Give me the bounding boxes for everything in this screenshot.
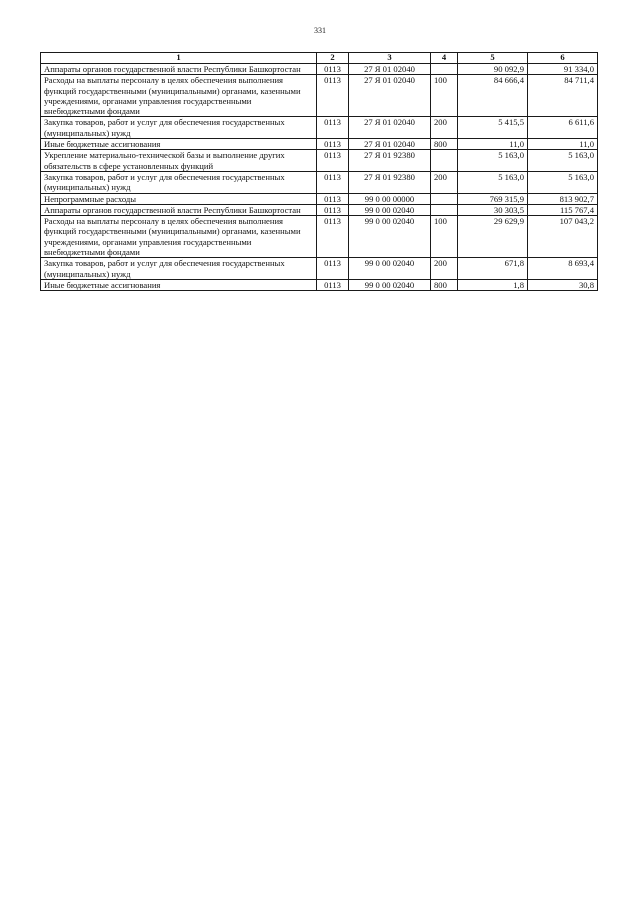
row-value-1-cell: 769 315,9 <box>458 193 528 204</box>
table-row <box>41 139 598 150</box>
row-value-1-cell: 1,8 <box>458 279 528 290</box>
column-header: 5 <box>458 53 528 64</box>
row-value-2-cell: 84 711,4 <box>528 75 598 117</box>
row-value-1-cell: 5 163,0 <box>458 171 528 193</box>
column-header: 1 <box>41 53 317 64</box>
row-value-1-cell: 11,0 <box>458 139 528 150</box>
row-code-cell: 27 Я 01 02040 <box>349 75 431 117</box>
row-type-cell <box>431 64 458 75</box>
row-value-1-cell: 29 629,9 <box>458 216 528 258</box>
row-type-cell: 200 <box>431 258 458 280</box>
row-name-cell: Укрепление материально-технической базы и выполнение других обязательств в сфере установленных функций <box>41 150 317 172</box>
table-row <box>41 150 598 172</box>
row-code-cell: 99 0 00 02040 <box>349 216 431 258</box>
row-value-2-cell: 11,0 <box>528 139 598 150</box>
column-header: 6 <box>528 53 598 64</box>
table-row <box>41 171 598 193</box>
row-value-2-cell: 6 611,6 <box>528 117 598 139</box>
row-code-cell: 27 Я 01 02040 <box>349 117 431 139</box>
row-name-cell: Расходы на выплаты персоналу в целях обеспечения выполнения функций государственными (муниципальными) органами, казенными учреждениями, органами управления государственными внебюджетными фондами <box>41 216 317 258</box>
row-name-cell: Закупка товаров, работ и услуг для обеспечения государственных (муниципальных) нужд <box>41 117 317 139</box>
row-section-cell: 0113 <box>317 171 349 193</box>
row-value-1-cell: 84 666,4 <box>458 75 528 117</box>
table-row <box>41 75 598 117</box>
row-value-1-cell: 5 415,5 <box>458 117 528 139</box>
row-name-cell: Непрограммные расходы <box>41 193 317 204</box>
row-type-cell: 800 <box>431 139 458 150</box>
row-code-cell: 27 Я 01 92380 <box>349 171 431 193</box>
table-row <box>41 258 598 280</box>
row-code-cell: 99 0 00 02040 <box>349 279 431 290</box>
row-section-cell: 0113 <box>317 139 349 150</box>
row-value-1-cell: 90 092,9 <box>458 64 528 75</box>
table-row <box>41 193 598 204</box>
row-value-2-cell: 107 043,2 <box>528 216 598 258</box>
row-code-cell: 27 Я 01 02040 <box>349 64 431 75</box>
row-section-cell: 0113 <box>317 204 349 215</box>
row-name-cell: Иные бюджетные ассигнования <box>41 279 317 290</box>
table-row <box>41 117 598 139</box>
row-name-cell: Расходы на выплаты персоналу в целях обеспечения выполнения функций государственными (муниципальными) органами, казенными учреждениями, органами управления государственными внебюджетными фондами <box>41 75 317 117</box>
column-header: 2 <box>317 53 349 64</box>
row-section-cell: 0113 <box>317 150 349 172</box>
row-type-cell: 200 <box>431 117 458 139</box>
row-section-cell: 0113 <box>317 64 349 75</box>
page-number: 331 <box>314 26 326 35</box>
budget-table <box>40 52 598 291</box>
row-code-cell: 99 0 00 02040 <box>349 204 431 215</box>
row-section-cell: 0113 <box>317 258 349 280</box>
column-header: 4 <box>431 53 458 64</box>
row-section-cell: 0113 <box>317 216 349 258</box>
row-value-2-cell: 115 767,4 <box>528 204 598 215</box>
row-value-1-cell: 671,8 <box>458 258 528 280</box>
row-value-2-cell: 91 334,0 <box>528 64 598 75</box>
row-type-cell <box>431 150 458 172</box>
column-header: 3 <box>349 53 431 64</box>
table-row <box>41 204 598 215</box>
row-name-cell: Аппараты органов государственной власти Республики Башкортостан <box>41 64 317 75</box>
row-value-1-cell: 30 303,5 <box>458 204 528 215</box>
row-section-cell: 0113 <box>317 279 349 290</box>
row-code-cell: 27 Я 01 92380 <box>349 150 431 172</box>
row-code-cell: 27 Я 01 02040 <box>349 139 431 150</box>
row-code-cell: 99 0 00 02040 <box>349 258 431 280</box>
row-value-2-cell: 8 693,4 <box>528 258 598 280</box>
table-row <box>41 216 598 258</box>
row-section-cell: 0113 <box>317 75 349 117</box>
row-value-2-cell: 5 163,0 <box>528 171 598 193</box>
row-name-cell: Аппараты органов государственной власти Республики Башкортостан <box>41 204 317 215</box>
row-type-cell <box>431 193 458 204</box>
row-name-cell: Закупка товаров, работ и услуг для обеспечения государственных (муниципальных) нужд <box>41 171 317 193</box>
row-type-cell <box>431 204 458 215</box>
row-value-1-cell: 5 163,0 <box>458 150 528 172</box>
table-row <box>41 64 598 75</box>
table-header-row <box>41 53 598 64</box>
row-section-cell: 0113 <box>317 193 349 204</box>
row-code-cell: 99 0 00 00000 <box>349 193 431 204</box>
row-name-cell: Закупка товаров, работ и услуг для обеспечения государственных (муниципальных) нужд <box>41 258 317 280</box>
row-type-cell: 200 <box>431 171 458 193</box>
row-type-cell: 800 <box>431 279 458 290</box>
row-section-cell: 0113 <box>317 117 349 139</box>
row-value-2-cell: 5 163,0 <box>528 150 598 172</box>
row-name-cell: Иные бюджетные ассигнования <box>41 139 317 150</box>
row-type-cell: 100 <box>431 75 458 117</box>
row-value-2-cell: 813 902,7 <box>528 193 598 204</box>
row-type-cell: 100 <box>431 216 458 258</box>
row-value-2-cell: 30,8 <box>528 279 598 290</box>
table-row <box>41 279 598 290</box>
